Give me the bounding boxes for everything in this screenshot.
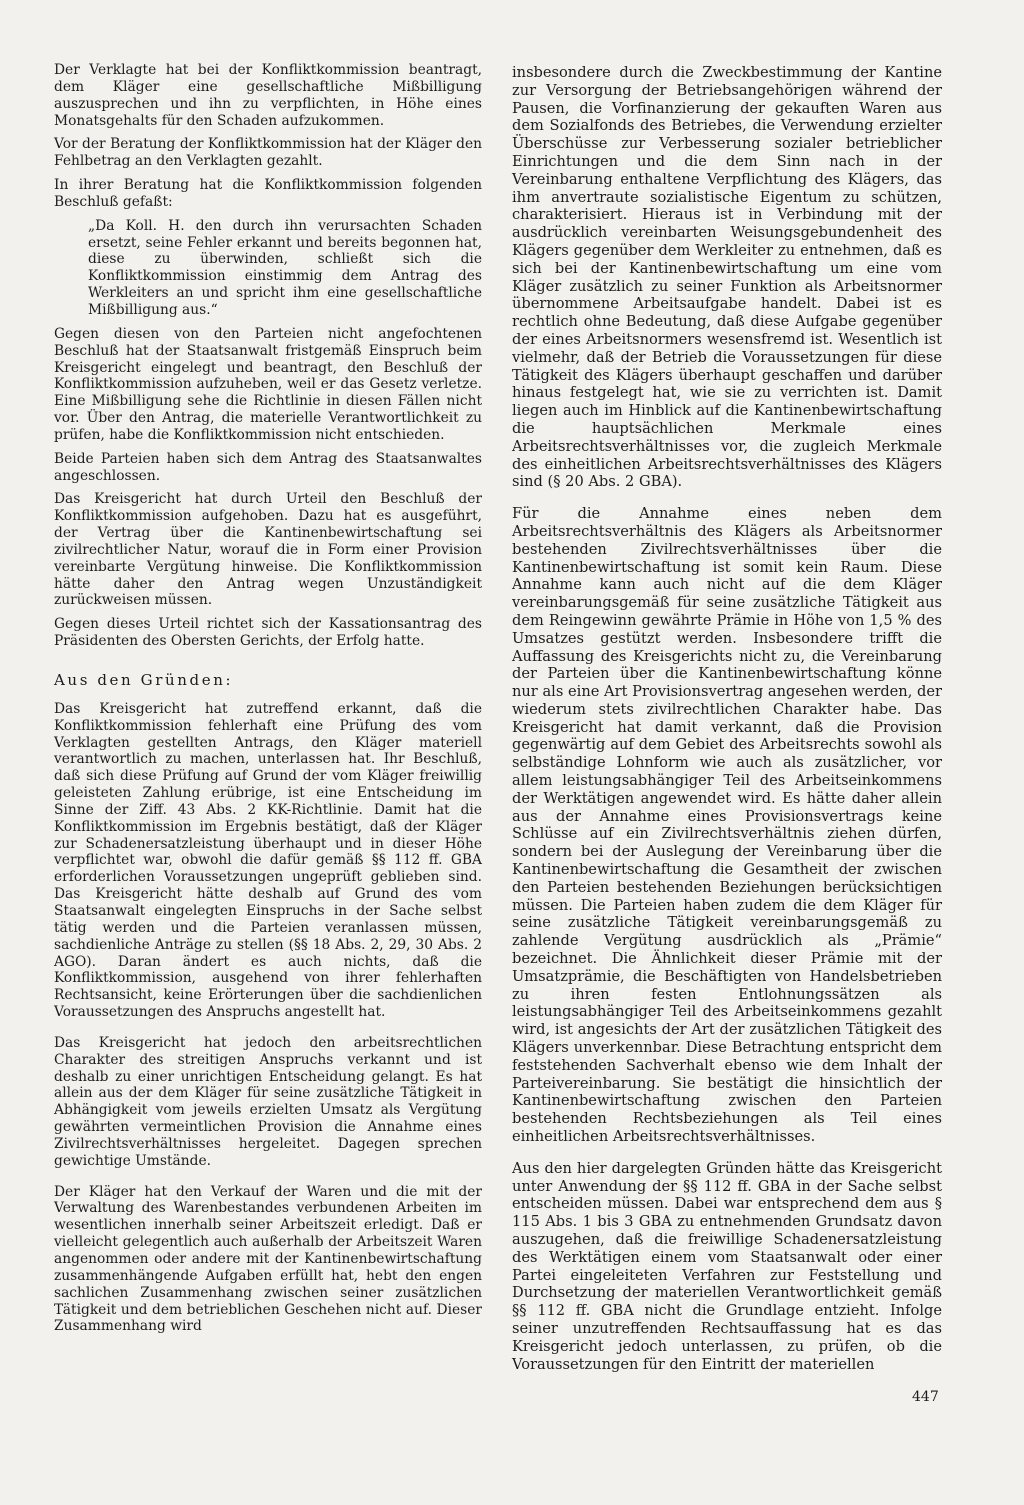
paragraph: Der Kläger hat den Verkauf der Waren und die mit der Verwaltung des Warenbestandes verbundenen Arbeiten im wesentlichen innerhalb seiner Arbeitszeit erledigt. Daß er vielleicht gelegentlich auch außerhalb der Arbeitszeit Waren angenommen oder andere mit der Kantinenbewirtschaftung zusammenhängende Aufgaben erfüllt hat, hebt den engen sachlichen Zusammenhang zwischen seiner zusätzlichen Tätigkeit und dem betrieblichen Geschehen nicht auf. Dieser Zusammenhang wird <box>54 1183 482 1335</box>
page-number: 447 <box>912 1389 939 1405</box>
paragraph: Das Kreisgericht hat zutreffend erkannt, daß die Konfliktkommission fehlerhaft eine Prüfung des vom Verklagten gestellten Antrags, den Kläger materiell verantwortlich zu machen, unterlassen hat. Ihr Beschluß, daß sich diese Prüfung auf Grund der vom Kläger freiwillig geleisteten Zahlung erübrige, ist eine Entscheidung im Sinne der Ziff. 43 Abs. 2 KK-Richtlinie. Damit hat die Konfliktkommission im Ergebnis bestätigt, daß der Kläger zur Schadenersatzleistung überhaupt und in dieser Höhe verpflichtet war, obwohl die dafür gemäß §§ 112 ff. GBA erforderlichen Voraussetzungen ungeprüft geblieben sind. Das Kreisgericht hätte deshalb auf Grund des vom Staatsanwalt eingelegten Einspruchs in der Sache selbst tätig werden und die Parteien veranlassen müssen, sachdienliche Anträge zu stellen (§§ 18 Abs. 2, 29, 30 Abs. 2 AGO). Daran ändert es auch nichts, daß die Konfliktkommission, ausgehend von ihrer fehlerhaften Rechtsansicht, keine Erörterungen über die sachdienlichen Voraussetzungen des Anspruchs angestellt hat. <box>54 700 482 1021</box>
paragraph: Gegen diesen von den Parteien nicht angefochtenen Beschluß hat der Staatsanwalt fristgemäß Einspruch beim Kreisgericht eingelegt und beantragt, den Beschluß der Konfliktkommission aufzuheben, weil er das Gesetz verletze. Eine Mißbilligung sehe die Richtlinie in diesen Fällen nicht vor. Über den Antrag, die materielle Verantwortlichkeit zu prüfen, habe die Konfliktkommission nicht entschieden. <box>54 325 482 443</box>
paragraph: Für die Annahme eines neben dem Arbeitsrechtsverhältnis des Klägers als Arbeitsnormer bestehenden Zivilrechtsverhältnisses über die Kantinenbewirtschaftung ist somit kein Raum. Diese Annahme kann auch nicht auf die dem Kläger vereinbarungsgemäß für seine zusätzliche Tätigkeit aus dem Reingewinn gewährte Prämie in Höhe von 1,5 % des Umsatzes gestützt werden. Insbesondere trifft die Auffassung des Kreisgerichts nicht zu, die Vereinbarung der Parteien über die Kantinenbewirtschaftung könne nur als eine Art Provisionsvertrag angesehen werden, der wiederum stets zivilrechtlichen Charakter habe. Das Kreisgericht hat damit verkannt, daß die Provision gegenwärtig auf dem Gebiet des Arbeitsrechts sowohl als selbständige Lohnform wie auch als zusätzlicher, vor allem leistungsabhängiger Teil des Arbeitseinkommens der Werktätigen angewendet wird. Es hätte daher allein aus der Annahme eines Provisionsvertrags keine Schlüsse auf ein Zivilrechtsverhältnis ziehen dürfen, sondern bei der Auslegung der Vereinbarung über die Kantinenbewirtschaftung die Gesamtheit der zwischen den Parteien bestehenden Beziehungen berücksichtigen müssen. Die Parteien haben zudem die dem Kläger für seine zusätzliche Tätigkeit vereinbarungsgemäß zu zahlende Vergütung ausdrücklich als „Prämie“ bezeichnet. Die Ähnlichkeit dieser Prämie mit der Umsatzprämie, die Beschäftigten von Handelsbetrieben zu ihren festen Entlohnungssätzen als leistungsabhängiger Teil des Arbeitseinkommens gezahlt wird, ist angesichts der Art der zusätzlichen Tätigkeit des Klägers unverkennbar. Diese Betrachtung entspricht dem feststehenden Sachverhalt ebenso wie dem Inhalt der Parteivereinbarung. Sie bestätigt die hinsichtlich der Kantinenbewirtschaftung zwischen den Parteien bestehenden Rechtsbeziehungen als Teil eines einheitlichen Arbeitsrechtsverhältnisses. <box>512 505 942 1146</box>
paragraph: Gegen dieses Urteil richtet sich der Kassationsantrag des Präsidenten des Obersten Gerichts, der Erfolg hatte. <box>54 616 482 650</box>
right-column <box>512 64 942 1380</box>
paragraph: Aus den hier dargelegten Gründen hätte das Kreisgericht unter Anwendung der §§ 112 ff. GBA in der Sache selbst entscheiden müssen. Dabei war entsprechend dem aus § 115 Abs. 1 bis 3 GBA zu entnehmenden Grundsatz davon auszugehen, daß die freiwillige Schadenersatzleistung des Werktätigen einem vom Staatsanwalt oder einer Partei eingeleiteten Verfahren zur Feststellung und Durchsetzung der materiellen Verantwortlichkeit gemäß §§ 112 ff. GBA nicht die Grundlage entzieht. Infolge seiner unzutreffenden Rechtsauffassung hat es das Kreisgericht jedoch unterlassen, zu prüfen, ob die Voraussetzungen für den Eintritt der materiellen <box>512 1159 942 1373</box>
paragraph: In ihrer Beratung hat die Konfliktkommission folgenden Beschluß gefaßt: <box>54 177 482 210</box>
paragraph: Das Kreisgericht hat durch Urteil den Beschluß der Konfliktkommission aufgehoben. Dazu hat es ausgeführt, der Vertrag über die Kantinenbewirtschaftung sei zivilrechtlicher Natur, worauf die in Form einer Provision vereinbarte Vergütung hinweise. Die Konfliktkommission hätte daher den Antrag wegen Unzuständigkeit zurückweisen müssen. <box>54 491 482 609</box>
paragraph: Beide Parteien haben sich dem Antrag des Staatsanwaltes angeschlossen. <box>54 450 482 484</box>
paragraph: Das Kreisgericht hat jedoch den arbeitsrechtlichen Charakter des streitigen Anspruchs verkannt und ist deshalb zu einer unrichtigen Entscheidung gelangt. Es hat allein aus der dem Kläger für seine zusätzliche Tätigkeit in Abhängigkeit vom jeweils erzielten Umsatz als Vergütung gewährten vermeintlichen Provision die Annahme eines Zivilrechtsverhältnisses hergeleitet. Dagegen sprechen gewichtige Umstände. <box>54 1034 482 1169</box>
paragraph: Vor der Beratung der Konfliktkommission hat der Kläger den Fehlbetrag an den Verklagten gezahlt. <box>54 136 482 170</box>
paragraph: Der Verklagte hat bei der Konfliktkommission beantragt, dem Kläger eine gesellschaftliche Mißbilligung auszusprechen und ihn zu verpflichten, in Höhe eines Monatsgehalts für den Schaden aufzukommen. <box>54 62 482 129</box>
paragraph: insbesondere durch die Zweckbestimmung der Kantine zur Versorgung der Betriebsangehörigen während der Pausen, die Vorfinanzierung der gekauften Waren aus dem Sozialfonds des Betriebes, die Verwendung erzielter Überschüsse zur Verbesserung sozialer betrieblicher Einrichtungen und die dem Sinn nach in der Vereinbarung enthaltene Verpflichtung des Klägers, das ihm anvertraute sozialistische Eigentum zu schützen, charakterisiert. Hieraus ist in Verbindung mit der ausdrücklich vereinbarten Weisungsgebundenheit des Klägers gegenüber dem Werkleiter zu entnehmen, daß es sich bei der Kantinenbewirtschaftung um eine vom Kläger zusätzlich zu seiner Funktion als Arbeitsnormer übernommene Arbeitsaufgabe handelt. Dabei ist es rechtlich ohne Bedeutung, daß diese Aufgabe gegenüber der eines Arbeitsnormers wesensfremd ist. Wesentlich ist vielmehr, daß der Betrieb die Voraussetzungen für diese Tätigkeit des Klägers überhaupt geschaffen und darüber hinaus festgelegt hat, wie sie zu verrichten ist. Damit liegen auch im Hinblick auf die Kantinenbewirtschaftung die hauptsächlichen Merkmale eines Arbeitsrechtsverhältnisses vor, die zugleich Merkmale des einheitlichen Arbeitsrechtsverhältnisses des Klägers sind (§ 20 Abs. 2 GBA). <box>512 64 942 491</box>
section-heading: Aus den Gründen: <box>54 671 234 689</box>
quoted-resolution: „Da Koll. H. den durch ihn verursachten Schaden ersetzt, seine Fehler erkannt und bereits begonnen hat, diese zu überwinden, schließt sich die Konfliktkommission einstimmig dem Antrag des Werkleiters an und spricht ihm eine gesellschaftliche Mißbilligung aus.“ <box>88 217 482 318</box>
left-column <box>54 62 482 1342</box>
